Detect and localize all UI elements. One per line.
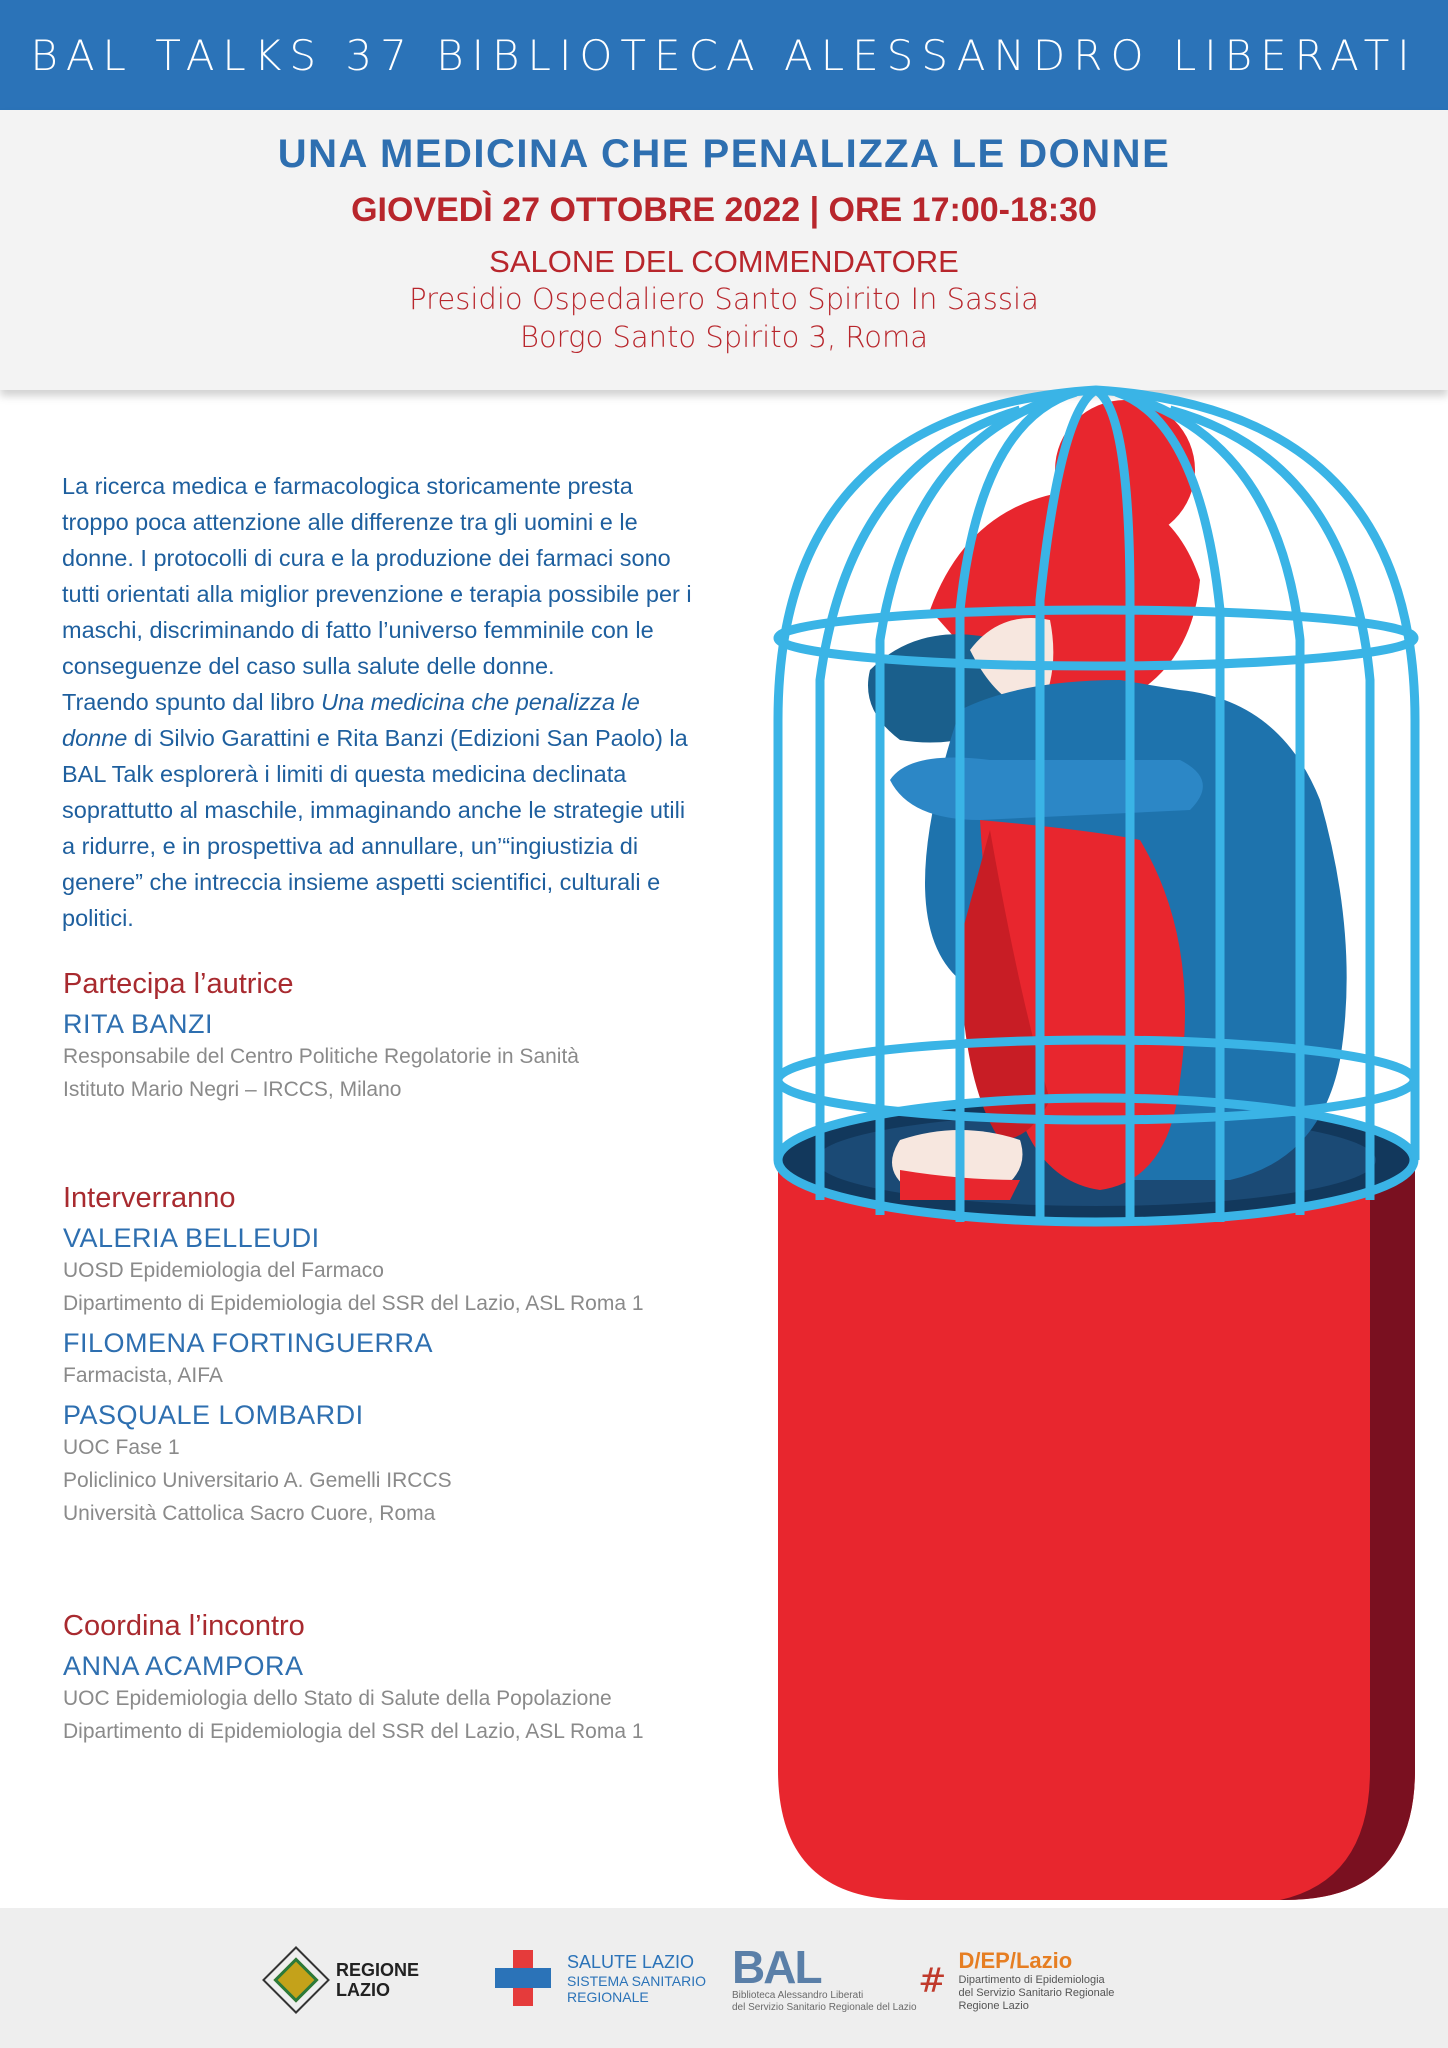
- speaker-affiliation: Dipartimento di Epidemiologia del SSR del Lazio, ASL Roma 1: [63, 1292, 644, 1315]
- intro-paragraph-2: [62, 684, 702, 936]
- bal-subtitle-1: Biblioteca Alessandro Liberati: [732, 1990, 864, 2001]
- author-affiliation: Istituto Mario Negri – IRCCS, Milano: [63, 1078, 402, 1101]
- moderator-name: ANNA ACAMPORA: [63, 1651, 304, 1681]
- salute-lazio-logo: [495, 1950, 706, 2006]
- bal-subtitle-2: del Servizio Sanitario Regionale del Lazio: [732, 2002, 917, 2013]
- speakers-section: [63, 1182, 713, 1530]
- intro-text: [62, 468, 702, 936]
- dep-emblem-icon: #: [918, 1960, 947, 2001]
- regione-label-1: REGIONE: [336, 1960, 420, 1980]
- event-title: UNA MEDICINA CHE PENALIZZA LE DONNE: [277, 132, 1171, 176]
- dep-subtitle-2: del Servizio Sanitario Regionale: [958, 1987, 1115, 1999]
- regione-emblem-icon: [262, 1946, 330, 2014]
- section-title: Interverranno: [63, 1182, 236, 1214]
- moderator-affiliation: Dipartimento di Epidemiologia del SSR del Lazio, ASL Roma 1: [63, 1720, 644, 1743]
- dep-subtitle-1: Dipartimento di Epidemiologia: [958, 1974, 1105, 1986]
- regione-label-2: LAZIO: [336, 1980, 390, 2000]
- speaker-affiliation: Università Cattolica Sacro Cuore, Roma: [63, 1502, 436, 1525]
- intro-p2-rest: di Silvio Garattini e Rita Banzi (Edizioni San Paolo) la BAL Talk esplorerà i limiti di questa medicina declinata soprattutto al maschile, immaginando anche le strategie utili a ridurre, e in prospettiva ad annullare, un’“ingiustizia di genere” che intreccia insieme aspetti scientifici, culturali e politici.: [62, 725, 688, 931]
- intro-p2-start: Traendo spunto dal libro: [62, 689, 322, 715]
- speaker-name: PASQUALE LOMBARDI: [63, 1400, 364, 1430]
- salute-title: SALUTE LAZIO: [567, 1951, 695, 1972]
- address-line-2: Borgo Santo Spirito 3, Roma: [519, 320, 929, 354]
- speaker-role: UOSD Epidemiologia del Farmaco: [63, 1259, 384, 1282]
- top-banner: [0, 0, 1448, 110]
- caged-woman-capsule-illustration: [760, 380, 1440, 1920]
- intro-paragraph-1: La ricerca medica e farmacologica storicamente presta troppo poca attenzione alle differenze tra gli uomini e le donne. I protocolli di cura e la produzione dei farmaci sono tutti orientati alla miglior prevenzione e terapia possibile per i maschi, discriminando di fatto l’universo femminile con le conseguenze del caso sulla salute delle donne.: [62, 473, 692, 679]
- speaker-name: FILOMENA FORTINGUERRA: [63, 1328, 434, 1358]
- banner-title: BAL TALKS 37 BIBLIOTECA ALESSANDRO LIBERATI: [30, 30, 1418, 80]
- moderator-role: UOC Epidemiologia dello Stato di Salute della Popolazione: [63, 1687, 612, 1710]
- medical-cross-icon: [495, 1950, 551, 2006]
- address-line-1: Presidio Ospedaliero Santo Spirito In Sassia: [409, 282, 1039, 316]
- event-datetime: GIOVEDÌ 27 OTTOBRE 2022 | ORE 17:00-18:30: [351, 191, 1097, 229]
- dep-lazio-logo: [918, 1948, 1114, 2013]
- moderator-section: [63, 1610, 713, 1748]
- author-role: Responsabile del Centro Politiche Regolatorie in Sanità: [63, 1045, 579, 1068]
- author-section: [63, 968, 713, 1106]
- dep-wordmark: D/EP/Lazio: [958, 1948, 1073, 1973]
- speaker-name: VALERIA BELLEUDI: [63, 1223, 320, 1253]
- salute-subtitle-2: REGIONALE: [567, 1988, 649, 2005]
- speaker-affiliation: Policlinico Universitario A. Gemelli IRCCS: [63, 1469, 452, 1492]
- book-title: Una medicina che penalizza le donne: [62, 689, 640, 751]
- author-name: RITA BANZI: [63, 1009, 214, 1039]
- event-header: [0, 110, 1448, 390]
- section-title: Partecipa l’autrice: [63, 968, 294, 1000]
- event-venue: SALONE DEL COMMENDATORE: [489, 244, 959, 279]
- dep-subtitle-3: Regione Lazio: [958, 2000, 1029, 2012]
- section-title: Coordina l’incontro: [63, 1610, 305, 1642]
- bal-wordmark: BAL: [732, 1941, 821, 1993]
- salute-subtitle-1: SISTEMA SANITARIO: [567, 1972, 706, 1989]
- bal-logo: [732, 1941, 917, 2014]
- regione-lazio-logo: [272, 1956, 419, 2004]
- speaker-role: UOC Fase 1: [63, 1436, 180, 1459]
- sponsor-footer: [0, 1908, 1448, 2048]
- speaker-role: Farmacista, AIFA: [63, 1364, 223, 1387]
